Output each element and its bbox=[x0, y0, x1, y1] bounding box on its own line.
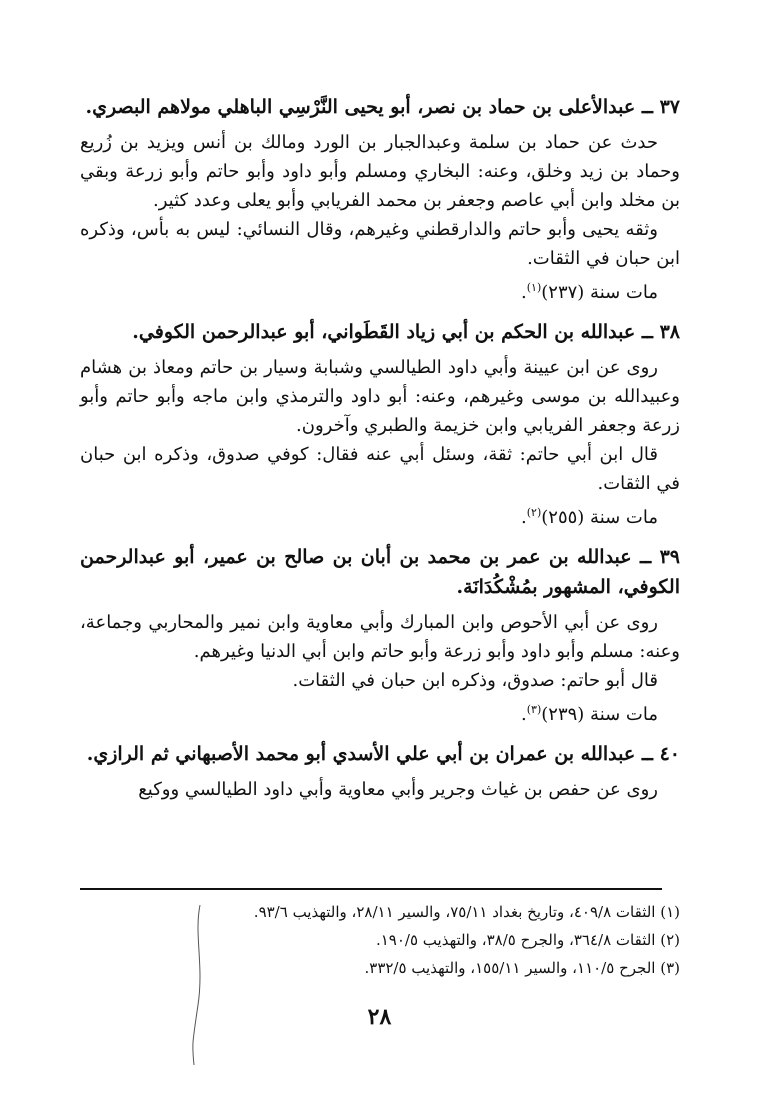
entry-paragraph: روى عن أبي الأحوص وابن المبارك وأبي معاوية وابن نمير والمحاربي وجماعة، وعنه: مسلم وأبو داود وأبو زرعة وأبو حاتم وابن أبي الدنيا وغيرهم. bbox=[80, 612, 680, 662]
footnote-ref: (٢) bbox=[526, 506, 542, 519]
entry-heading: ٤٠ ــ عبدالله بن عمران بن أبي علي الأسدي أبو محمد الأصبهاني ثم الرازي. bbox=[86, 743, 680, 765]
entry-paragraph: حدث عن حماد بن سلمة وعبدالجبار بن الورد ومالك بن أنس ويزيد بن زُريع وحماد بن زيد وخلق، وعنه: البخاري ومسلم وأبو داود وأبو حاتم وأبو زرعة وبقي بن مخلد وابن أبي عاصم وجعفر بن محمد الفريابي وأبو يعلى وعدد كثير. bbox=[80, 132, 680, 211]
footnotes bbox=[80, 898, 680, 982]
page-number: ٢٨ bbox=[367, 1004, 392, 1030]
footnote-3: (٣) الجرح ١١٠/٥، والسير ١٥٥/١١، والتهذيب ٣٣٢/٥. bbox=[364, 959, 680, 977]
entry-38 bbox=[80, 317, 680, 532]
entry-paragraph: وثقه يحيى وأبو حاتم والدارقطني وغيرهم، وقال النسائي: ليس به بأس، وذكره ابن حبان في الثقات. bbox=[80, 219, 680, 269]
entry-40 bbox=[80, 739, 680, 804]
entry-paragraph: قال أبو حاتم: صدوق، وذكره ابن حبان في الثقات. bbox=[292, 670, 658, 691]
entry-39 bbox=[80, 542, 680, 729]
death-text: مات سنة (٢٣٧) bbox=[541, 282, 658, 303]
scan-margin-line bbox=[188, 905, 206, 1065]
entry-heading: ٣٧ ــ عبدالأعلى بن حماد بن نصر، أبو يحيى النَّرْسِي الباهلي مولاهم البصري. bbox=[85, 96, 680, 118]
footnote-2: (٢) الثقات ٣٦٤/٨، والجرح ٣٨/٥، والتهذيب ١٩٠/٥. bbox=[375, 931, 680, 949]
footnote-ref: (٣) bbox=[526, 703, 542, 716]
entry-heading: ٣٩ ــ عبدالله بن عمر بن محمد بن أبان بن صالح بن عمير، أبو عبدالرحمن الكوفي، المشهور بمُشْكُدَانَة. bbox=[80, 546, 680, 598]
death-line: مات سنة (٢٣٧)$^{(١)}$. bbox=[521, 281, 658, 303]
main-text bbox=[80, 92, 680, 814]
entry-paragraph: قال ابن أبي حاتم: ثقة، وسئل أبي عنه فقال: كوفي صدوق، وذكره ابن حبان في الثقات. bbox=[80, 444, 680, 494]
death-line: مات سنة (٢٣٩)$^{(٣)}$. bbox=[521, 703, 658, 725]
footnote-ref: (١) bbox=[526, 281, 542, 294]
entry-37 bbox=[80, 92, 680, 307]
death-text: مات سنة (٢٥٥) bbox=[541, 507, 658, 528]
entry-paragraph: روى عن حفص بن غياث وجرير وأبي معاوية وأبي داود الطيالسي ووكيع bbox=[138, 779, 658, 800]
footnote-divider bbox=[80, 888, 662, 890]
entry-paragraph: روى عن ابن عيينة وأبي داود الطيالسي وشبابة وسيار بن حاتم ومعاذ بن هشام وعبيدالله بن موسى وغيرهم، وعنه: أبو داود والترمذي وابن ماجه وأبو حاتم وأبو زرعة وجعفر الفريابي وابن خزيمة والطبري وآخرون. bbox=[80, 357, 680, 436]
footnote-1: (١) الثقات ٤٠٩/٨، وتاريخ بغداد ٧٥/١١، والسير ٢٨/١١، والتهذيب ٩٣/٦. bbox=[253, 903, 680, 921]
entry-heading: ٣٨ ــ عبدالله بن الحكم بن أبي زياد القَطَواني، أبو عبدالرحمن الكوفي. bbox=[132, 321, 680, 343]
death-text: مات سنة (٢٣٩) bbox=[541, 704, 658, 725]
death-line: مات سنة (٢٥٥)$^{(٢)}$. bbox=[521, 506, 658, 528]
